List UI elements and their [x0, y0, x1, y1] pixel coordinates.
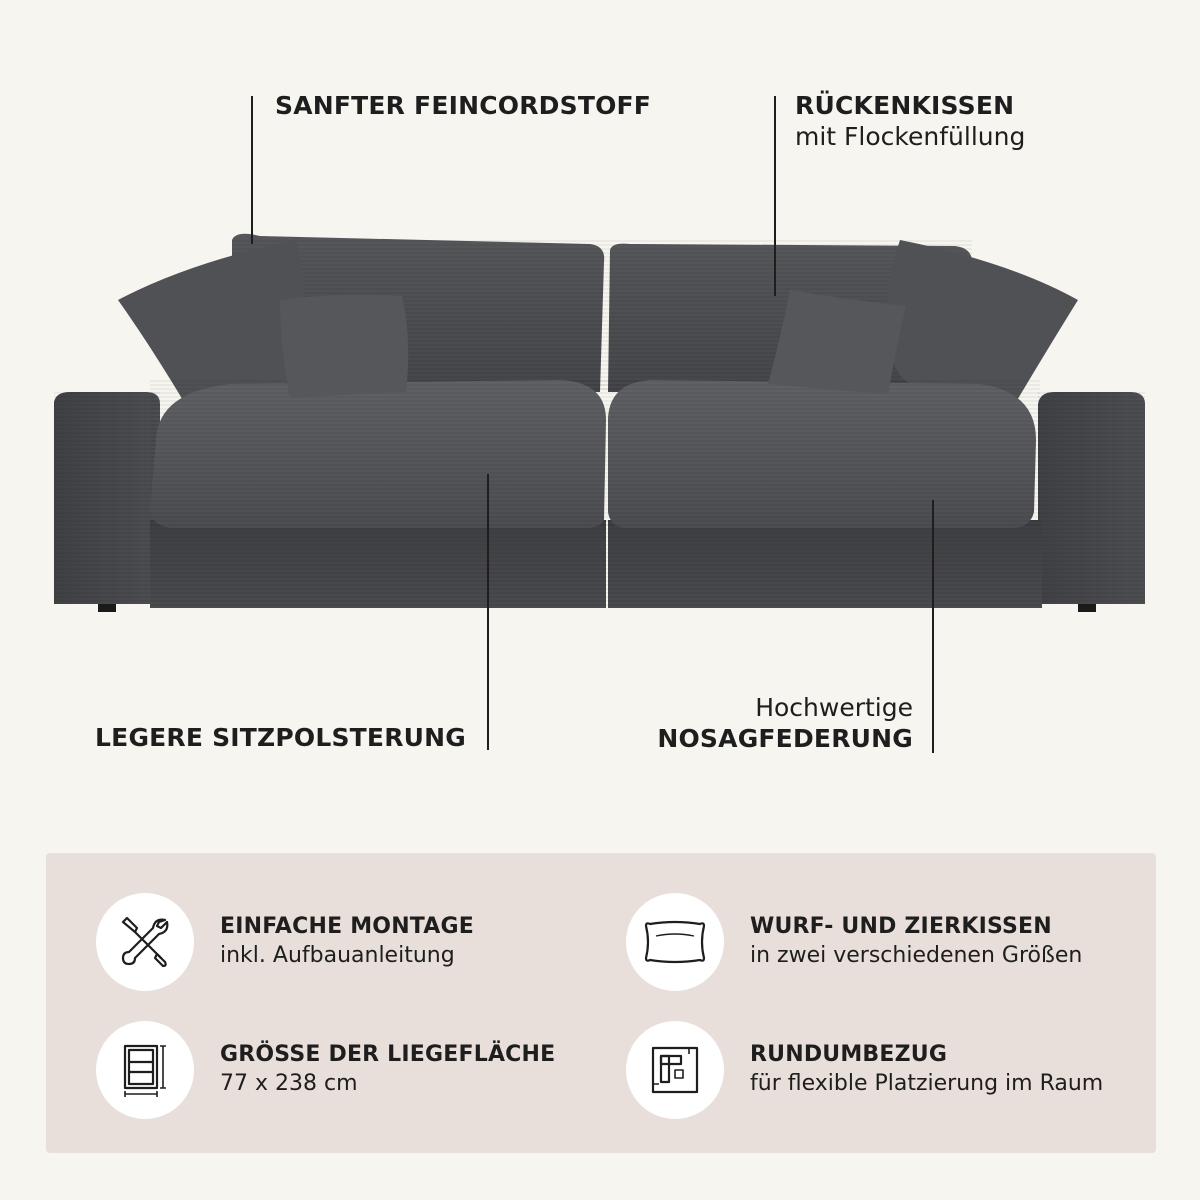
callout-seat: [95, 722, 466, 753]
tools-icon: [115, 912, 175, 972]
callout-line-back-cushions: [774, 96, 776, 296]
feature-size-subtitle: 77 x 238 cm: [220, 1071, 358, 1096]
callout-fabric-title: SANFTER FEINCORDSTOFF: [275, 91, 652, 120]
callout-line-fabric: [251, 96, 253, 244]
callout-springs-pre: Hochwertige: [755, 693, 913, 722]
features-panel: [46, 853, 1156, 1153]
callout-springs-title: NOSAGFEDERUNG: [657, 724, 913, 754]
feature-pillows-title: WURF- UND ZIERKISSEN: [750, 914, 1052, 940]
callout-fabric: [275, 90, 651, 121]
room-plan-icon: [645, 1040, 705, 1100]
feature-pillows-subtitle: in zwei verschiedenen Größen: [750, 943, 1083, 968]
sofa-size-icon: [115, 1040, 175, 1100]
feature-pillows: [626, 893, 1082, 991]
feature-assembly: [96, 893, 474, 991]
feature-assembly-title: EINFACHE MONTAGE: [220, 914, 475, 940]
callout-back-cushions: [795, 90, 1025, 153]
callout-line-springs: [932, 500, 934, 753]
feature-pillows-badge: [626, 893, 724, 991]
feature-cover-badge: [626, 1021, 724, 1119]
feature-assembly-badge: [96, 893, 194, 991]
pillow-icon: [640, 912, 710, 972]
callout-back-cushions-subtitle: mit Flockenfüllung: [795, 122, 1026, 152]
feature-size-title: GRÖSSE DER LIEGEFLÄCHE: [220, 1042, 556, 1068]
feature-cover-title: RUNDUMBEZUG: [750, 1042, 948, 1068]
feature-cover-subtitle: für flexible Platzierung im Raum: [750, 1071, 1104, 1096]
feature-size-badge: [96, 1021, 194, 1119]
callout-springs: [657, 692, 913, 755]
callout-line-seat: [487, 474, 489, 750]
feature-cover: [626, 1021, 1103, 1119]
feature-assembly-subtitle: inkl. Aufbauanleitung: [220, 943, 455, 968]
callout-back-cushions-title: RÜCKENKISSEN: [795, 91, 1015, 120]
callout-seat-title: LEGERE SITZPOLSTERUNG: [95, 723, 466, 752]
feature-size: [96, 1021, 555, 1119]
